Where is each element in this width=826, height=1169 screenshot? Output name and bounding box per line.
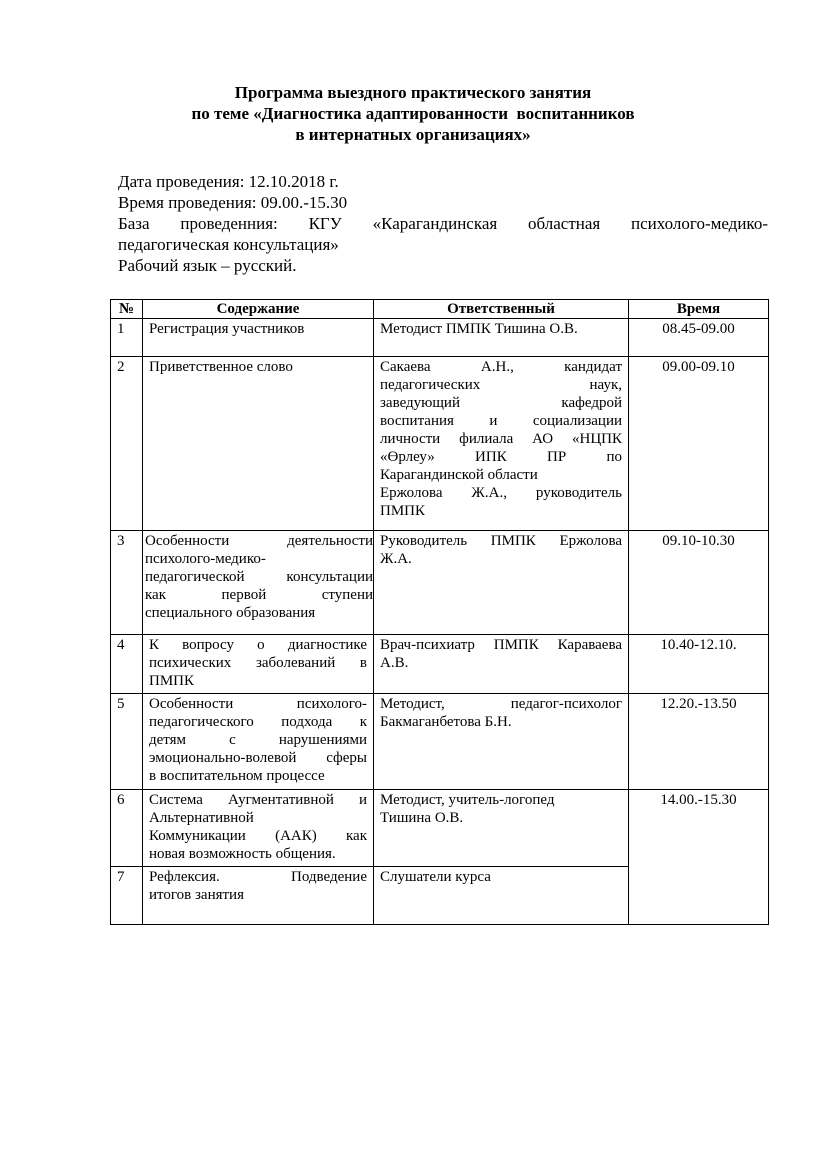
table-row <box>111 694 769 790</box>
table-row <box>111 357 769 531</box>
event-info <box>118 171 768 276</box>
row-responsible: Врач-психиатр ПМПК Караваева А.В. <box>374 635 629 694</box>
row-content: Система Аугментативной и Альтернативной Коммуникации (ААК) как новая возможность общения. <box>143 790 374 867</box>
row-responsible: Слушатели курса <box>374 867 629 925</box>
row-content: К вопросу о диагностике психических заболеваний в ПМПК <box>143 635 374 694</box>
row-content: Особенности психолого- педагогического подхода к детям с нарушениями эмоционально-волевой сферы в воспитательном процессе <box>143 694 374 790</box>
row-time: 12.20.-13.50 <box>629 694 769 790</box>
header-time: Время <box>629 300 769 319</box>
title-line-3: в интернатных организациях» <box>295 125 531 144</box>
table-row <box>111 635 769 694</box>
row-number: 4 <box>111 635 143 694</box>
row-time: 14.00.-15.30 <box>629 790 769 925</box>
row-time: 08.45-09.00 <box>629 319 769 357</box>
row-number: 1 <box>111 319 143 357</box>
row-responsible: Методист, учитель-логопед Тишина О.В. <box>374 790 629 867</box>
row-responsible: Руководитель ПМПК Ержолова Ж.А. <box>374 531 629 635</box>
table-row <box>111 790 769 867</box>
row-content: Рефлексия. Подведение итогов занятия <box>143 867 374 925</box>
row-responsible: Сакаева А.Н., кандидат педагогических наук, заведующий кафедрой воспитания и социализации личности филиала АО «НЦПК «Өрлеу» ИПК ПР по Карагандинской области Ержолова Ж.А., руководитель ПМПК <box>374 357 629 531</box>
row-number: 6 <box>111 790 143 867</box>
row-number: 2 <box>111 357 143 531</box>
row-content: Приветственное слово <box>143 357 374 531</box>
event-language: Рабочий язык – русский. <box>118 256 297 275</box>
row-time: 10.40-12.10. <box>629 635 769 694</box>
table-header-row <box>111 300 769 319</box>
header-responsible: Ответственный <box>374 300 629 319</box>
row-time: 09.10-10.30 <box>629 531 769 635</box>
document-title <box>0 82 826 145</box>
row-number: 5 <box>111 694 143 790</box>
header-content: Содержание <box>143 300 374 319</box>
row-content: Особенности деятельности психолого-медико- педагогической консультации как первой ступени специального образования <box>143 531 374 635</box>
row-time: 09.00-09.10 <box>629 357 769 531</box>
row-number: 3 <box>111 531 143 635</box>
table-row <box>111 531 769 635</box>
row-number: 7 <box>111 867 143 925</box>
title-line-2: по теме «Диагностика адаптированности воспитанников <box>191 104 635 123</box>
title-line-1: Программа выездного практического занятия <box>234 83 592 102</box>
row-content: Регистрация участников <box>143 319 374 357</box>
event-date: Дата проведения: 12.10.2018 г. <box>118 172 339 191</box>
table-row <box>111 319 769 357</box>
event-base-line-2: педагогическая консультация» <box>118 235 339 254</box>
row-responsible: Методист, педагог-психолог Бакмаганбетова Б.Н. <box>374 694 629 790</box>
event-time: Время проведения: 09.00.-15.30 <box>118 193 348 212</box>
header-number: № <box>111 300 143 319</box>
event-base-line-1: База проведенния: КГУ «Карагандинская областная психолого-медико- <box>118 214 768 233</box>
program-table <box>110 299 769 925</box>
row-responsible: Методист ПМПК Тишина О.В. <box>374 319 629 357</box>
